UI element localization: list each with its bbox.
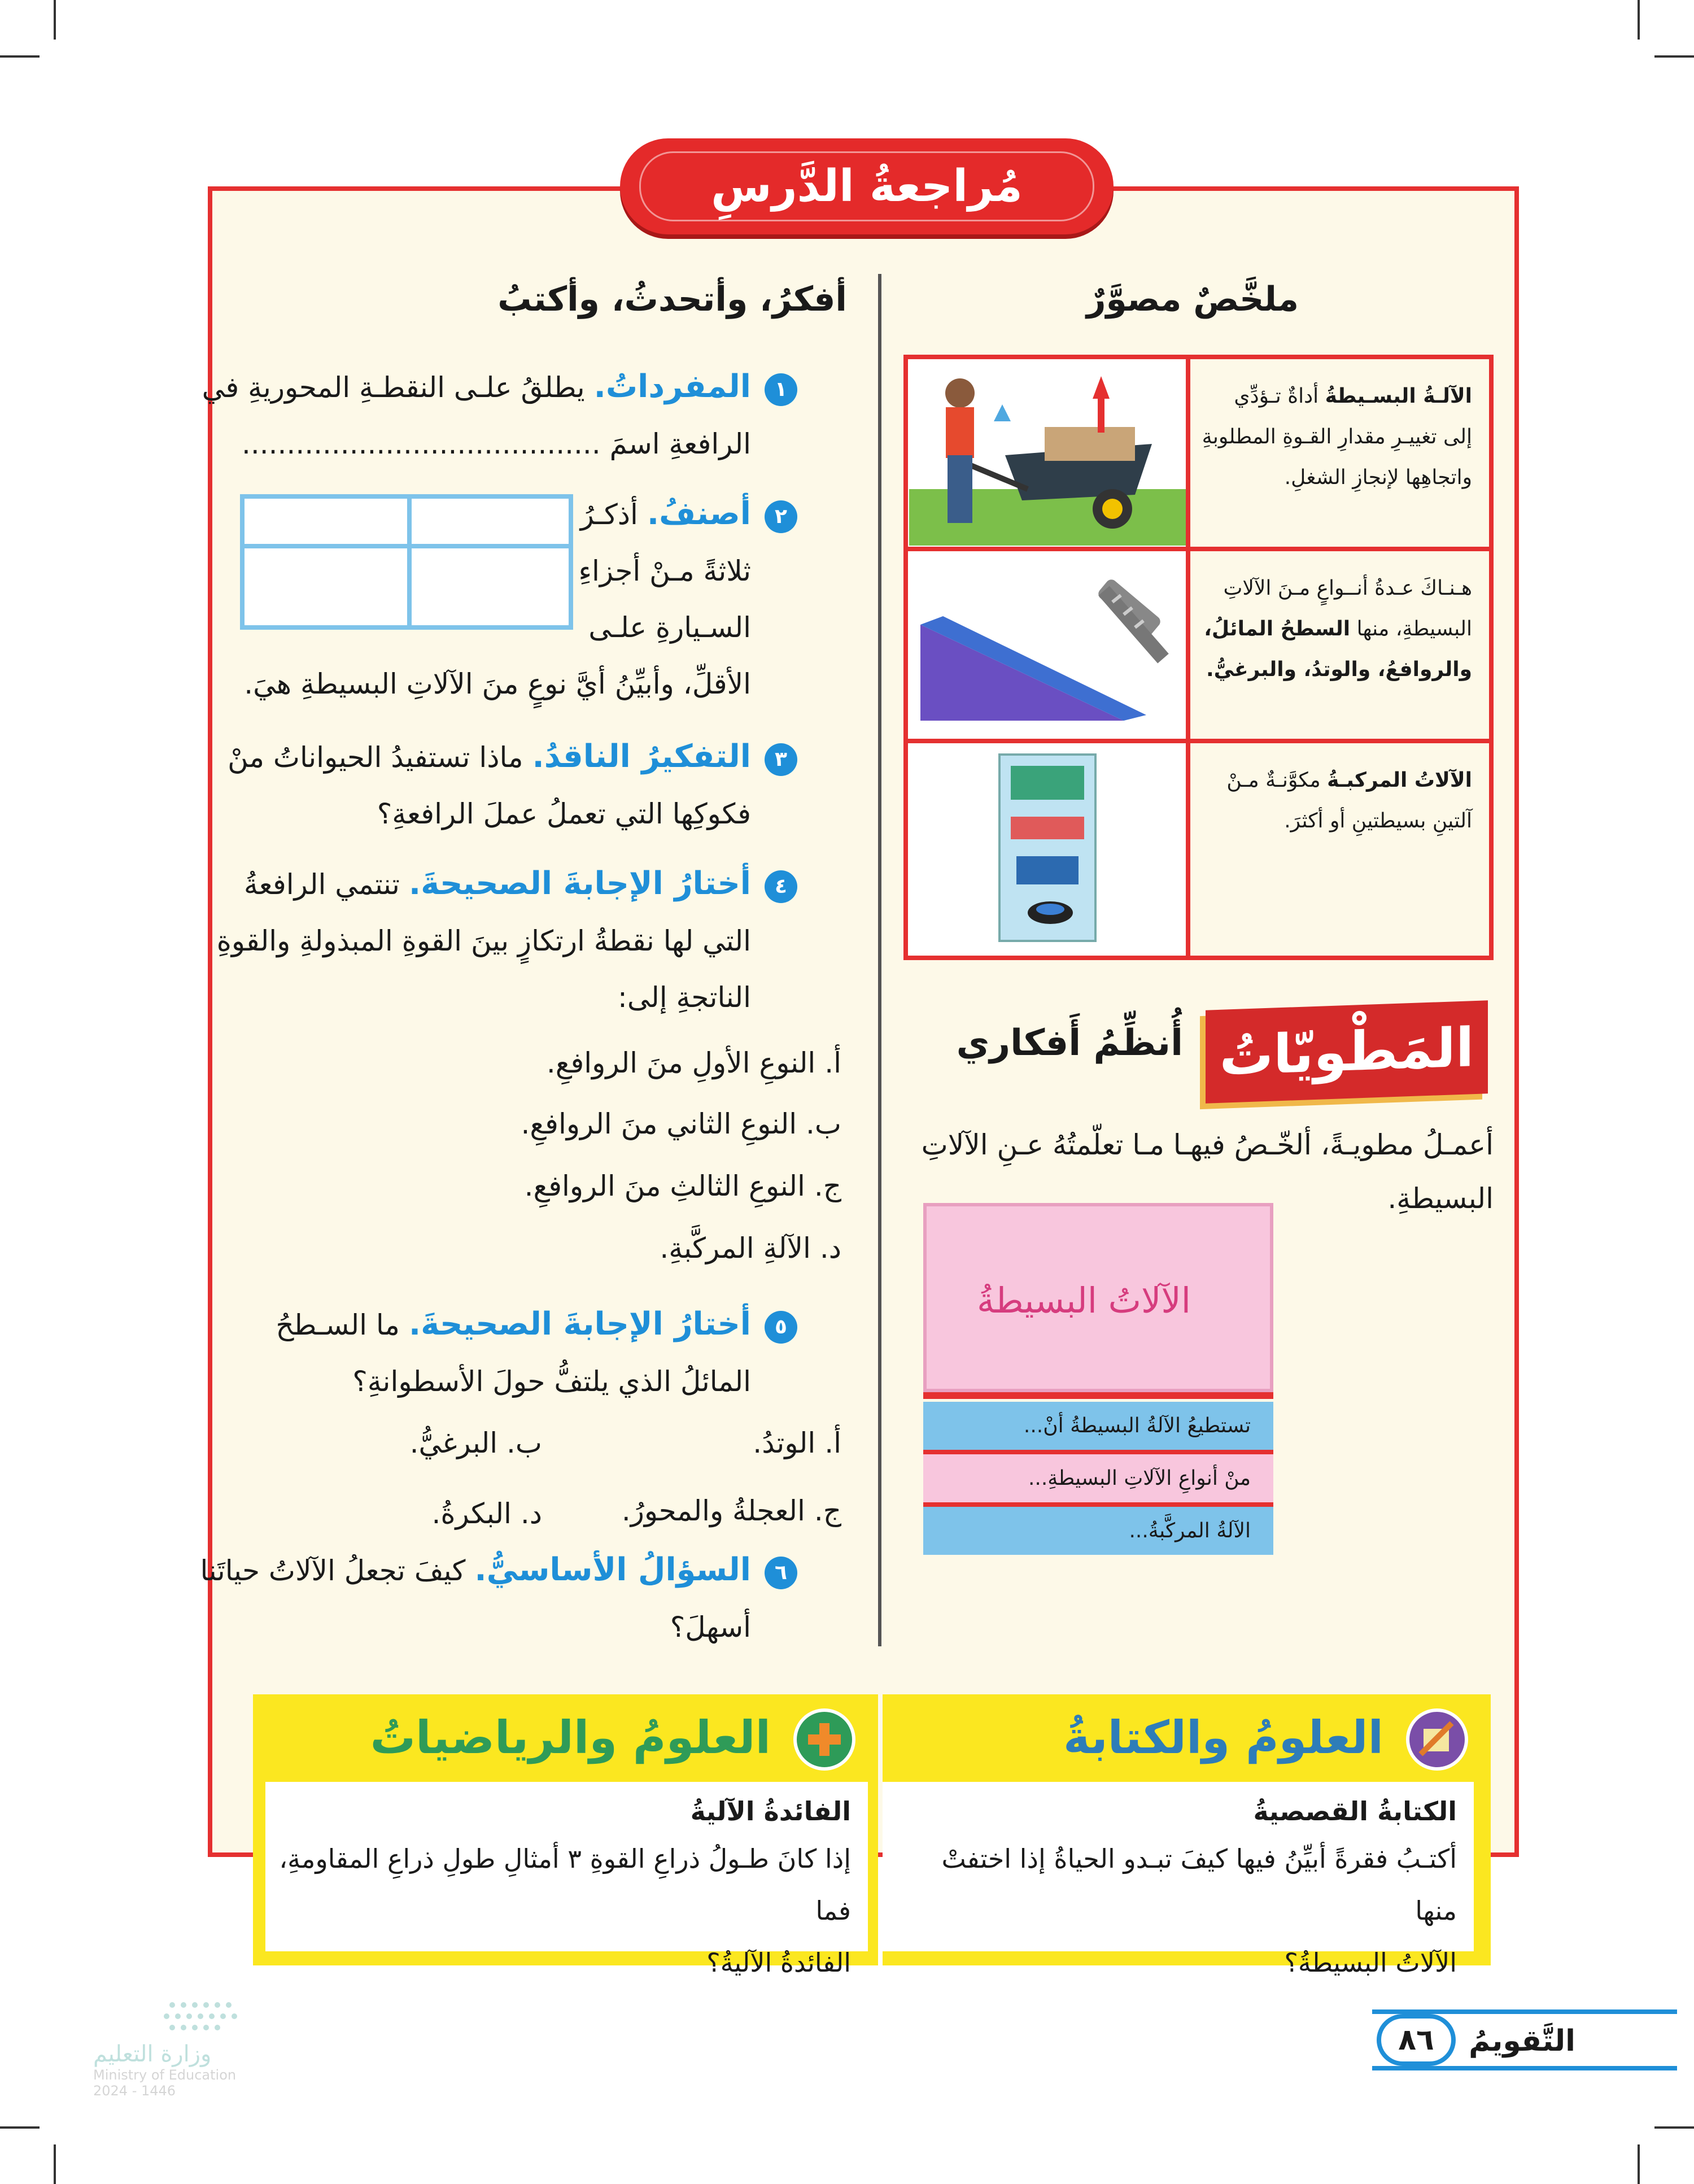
writing-box-text [892,1833,1457,1989]
question-text: يطلقُ علـى النقطـةِ المحوريةِ في [202,371,585,404]
summary-line: هـنـاكَ عـدةُ أنــواعٍ مـنَ الآلاتِ [1223,577,1472,600]
summary-line: إلى تغييـرِ مقدارِ القـوةِ المطلوبةِ [1202,425,1472,448]
question-text: الأقلِّ، وأبيِّنُ أيَّ نوعٍ منَ الآلاتِ البسيطةِ هيَ. [244,668,751,700]
science-writing-box [883,1694,1491,1978]
foldable-card [923,1203,1273,1392]
question-number: ٢ [765,500,797,533]
right-column-title: ملخَّصٌ مصوَّرٌ [1086,280,1299,319]
question-text: تنتمي الرافعةُ [243,868,400,901]
summary-text [1195,376,1472,498]
question-text: التي لها نقطةُ ارتكازٍ بينَ القوةِ المبذولةِ والقوةِ [216,925,751,957]
summary-text [1195,568,1472,690]
question-1 [137,359,797,472]
question-keyword: أصنفُ. [647,495,751,532]
answer-option[interactable]: ج. النوعِ الثالثِ منَ الروافعِ. [524,1170,841,1202]
answer-option[interactable]: ج. العجلةُ والمحورُ. [621,1494,841,1527]
question-keyword: أختارُ الإجابةَ الصحيحةَ. [408,865,751,902]
text-line: إذا كانَ طـولُ ذراعِ القوةِ ٣ أمثالِ طولِ ذراعِ المقاومةِ، فما [279,1843,851,1926]
summary-row [908,359,1489,551]
ministry-name: وزارة التعليم [93,2041,212,2067]
math-box-body [265,1782,868,1978]
science-math-box [253,1694,878,1978]
question-text: ثلاثةً مـنْ أجزاءِ [578,555,751,587]
summary-line: البسيطةِ، منها [1356,617,1472,640]
math-box-text [269,1833,851,1989]
answer-option[interactable]: أ. الوتدُ. [753,1427,841,1459]
text-line: الآلاتُ البسيطةُ؟ [1284,1947,1457,1978]
question-text: الناتجةِ إلى: [618,981,751,1014]
question-number: ٥ [765,1311,797,1344]
foldables-heading: أُنظِّمُ أَفكاري [956,1022,1183,1064]
answer-option[interactable]: أ. النوعِ الأولِ منَ الروافعِ. [546,1047,841,1079]
summary-line: مكوَّنـةٌ مـنْ [1226,769,1321,792]
writing-box-title: العلومُ والكتابةُ [1063,1711,1383,1764]
foldable-card-title: الآلاتُ البسيطةُ [977,1280,1191,1321]
writing-box-body [883,1782,1474,1978]
summary-row [908,743,1489,956]
summary-term: الآلاتُ المركبـةُ [1327,769,1472,792]
compound-machine-image [908,743,1190,956]
answer-option[interactable]: د. الآلةِ المركَّبةِ. [660,1232,841,1265]
instruction-line: البسيطةِ. [1387,1182,1494,1215]
summary-term: والروافعُ، والوتدُ، والبرغيُّ. [1206,658,1472,681]
question-4 [137,856,797,1026]
question-6 [137,1542,797,1655]
footer-bar [1372,2009,1677,2070]
question-text: الرافعةِ اسمَ ........................................ [241,428,751,460]
question-text: ماذا تستفيدُ الحيواناتُ منْ [228,741,523,774]
question-3 [137,729,797,842]
column-divider [878,274,881,1646]
ministry-year: 2024 - 1446 [93,2083,176,2099]
question-5 [137,1296,797,1410]
question-text: أسهلَ؟ [670,1611,751,1644]
summary-term: السطحُ المائلُ، [1204,617,1351,640]
lesson-review-banner [620,138,1114,234]
text-line: أكتـبُ فقرةً أبيِّنُ فيها كيفَ تبـدو الحياةُ إذا اختفتْ منها [941,1843,1457,1926]
summary-row [908,551,1489,743]
footer-section: التَّقويمُ [1469,2024,1575,2058]
question-text: المائلُ الذي يلتفُّ حولَ الأسطوانةِ؟ [352,1365,751,1398]
foldable-tab: منْ أنواعِ الآلاتِ البسيطةِ... [923,1454,1273,1502]
pencil-icon [1406,1708,1468,1771]
picture-summary-table [903,355,1494,960]
summary-line: آلتينِ بسيطتينِ أو أكثرَ. [1284,809,1472,832]
ministry-logo [93,1994,330,2129]
summary-term: الآلـةُ البسـيطةُ [1325,385,1472,408]
foldable-tab: الآلةُ المركَّبةُ... [923,1507,1273,1555]
page-number: ٨٦ [1377,2014,1456,2066]
answer-option[interactable]: ب. البرغيُّ. [409,1427,542,1459]
math-box-subtitle: الفائدةُ الآليةُ [690,1796,851,1826]
instruction-line: أعمـلُ مطويـةً، ألخّـصُ فيهـا مـا تعلّمتُهُ عـنِ الآلاتِ [921,1128,1494,1161]
inclined-plane-screw-image [908,551,1190,739]
left-column-title: أفكرُ، وأتحدثُ، وأكتبُ [497,280,847,319]
question-keyword: التفكيرُ الناقدُ. [532,738,751,775]
question-keyword: السؤالُ الأساسيُّ. [474,1551,751,1588]
question-number: ٣ [765,743,797,776]
summary-line: واتجاهِها لإنجازِ الشغلِ. [1284,466,1472,489]
answer-option[interactable]: د. البكرةُ. [431,1497,542,1530]
answer-grid[interactable] [240,494,573,630]
foldable-tab: تستطيعُ الآلةُ البسيطةُ أنْ... [923,1402,1273,1450]
question-text: ما السـطحُ [276,1309,400,1341]
ministry-english: Ministry of Education [93,2067,237,2083]
question-keyword: أختارُ الإجابةَ الصحيحةَ. [408,1306,751,1342]
banner-title: مُراجعةُ الدَّرسِ [639,151,1094,221]
writing-box-subtitle: الكتابةُ القصصيةُ [1253,1796,1457,1826]
text-line: الفائدةُ الآليةُ؟ [706,1947,851,1978]
question-text: كيفَ تجعلُ الآلاتُ حياتَنا [200,1554,466,1587]
question-text: فكوكِها التي تعملُ عملَ الرافعةِ؟ [377,797,751,830]
summary-line: أداةٌ تـؤدِّي [1234,385,1319,408]
wheelbarrow-image [908,359,1190,547]
math-box-title: العلومُ والرياضياتُ [370,1711,771,1764]
foldables-badge: المَطْويّاتُ [1206,1000,1488,1103]
question-number: ٤ [765,870,797,903]
question-number: ٦ [765,1557,797,1589]
question-text: السـيارةِ علـى [588,611,751,644]
question-text: أذكـرُ [580,498,638,531]
summary-text [1195,760,1472,842]
question-keyword: المفرداتُ. [593,368,751,405]
answer-option[interactable]: ب. النوعِ الثاني منَ الروافعِ. [521,1108,841,1140]
math-icon [793,1708,855,1771]
question-number: ١ [765,373,797,406]
